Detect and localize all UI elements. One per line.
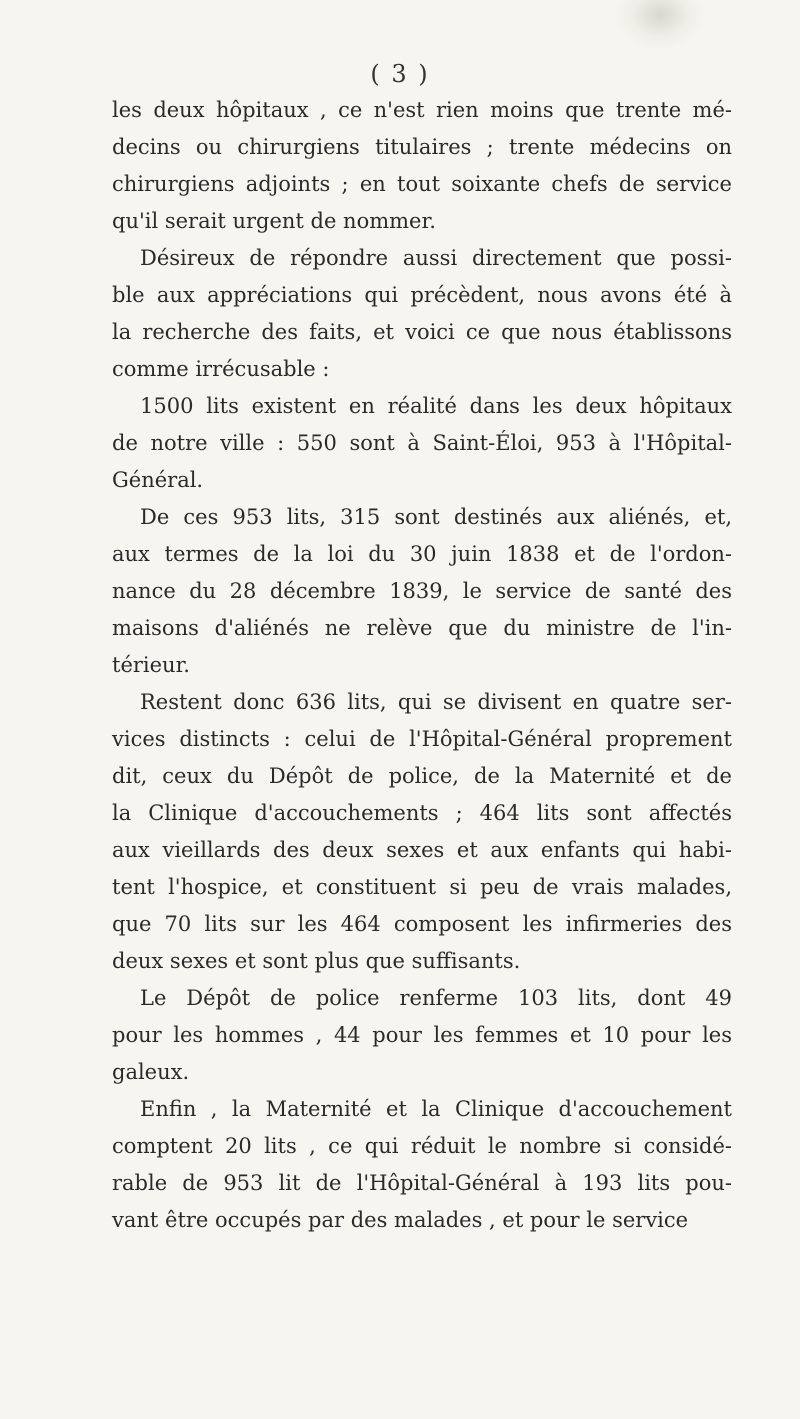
text-line: aux vieillards des deux sexes et aux enfants qui habi- bbox=[112, 838, 732, 862]
text-line: decins ou chirurgiens titulaires ; trente médecins on bbox=[112, 135, 732, 159]
text-line: que 70 lits sur les 464 composent les infirmeries des bbox=[112, 912, 732, 936]
text-line: Restent donc 636 lits, qui se divisent en quatre ser- bbox=[140, 690, 732, 714]
text-line: galeux. bbox=[112, 1060, 190, 1084]
text-line: Enfin , la Maternité et la Clinique d'accouchement bbox=[140, 1097, 732, 1121]
text-line: comme irrécusable : bbox=[112, 357, 330, 381]
text-line: qu'il serait urgent de nommer. bbox=[112, 209, 436, 233]
text-line: ble aux appréciations qui précèdent, nous avons été à bbox=[112, 283, 732, 307]
text-line: aux termes de la loi du 30 juin 1838 et de l'ordon- bbox=[112, 542, 732, 566]
text-line: deux sexes et sont plus que suffisants. bbox=[112, 949, 521, 973]
text-line: dit, ceux du Dépôt de police, de la Maternité et de bbox=[112, 764, 732, 788]
body-text bbox=[112, 92, 732, 1239]
text-line: comptent 20 lits , ce qui réduit le nombre si considé- bbox=[112, 1134, 732, 1158]
page-number: ( 3 ) bbox=[370, 60, 430, 88]
text-line: 1500 lits existent en réalité dans les deux hôpitaux bbox=[140, 394, 732, 418]
text-line: vant être occupés par des malades , et pour le service bbox=[112, 1208, 689, 1232]
text-line: Le Dépôt de police renferme 103 lits, dont 49 bbox=[140, 986, 732, 1010]
text-line: vices distincts : celui de l'Hôpital-Général proprement bbox=[112, 727, 732, 751]
text-line: pour les hommes , 44 pour les femmes et 10 pour les bbox=[112, 1023, 732, 1047]
text-line: de notre ville : 550 sont à Saint-Éloi, 953 à l'Hôpital- bbox=[112, 431, 732, 455]
ink-blot bbox=[615, 0, 705, 50]
text-line: tent l'hospice, et constituent si peu de vrais malades, bbox=[112, 875, 732, 899]
text-line: maisons d'aliénés ne relève que du ministre de l'in- bbox=[112, 616, 732, 640]
text-line: Général. bbox=[112, 468, 204, 492]
text-line: la recherche des faits, et voici ce que nous établissons bbox=[112, 320, 732, 344]
text-line: Désireux de répondre aussi directement que possi- bbox=[140, 246, 732, 270]
text-line: térieur. bbox=[112, 653, 190, 677]
text-line: rable de 953 lit de l'Hôpital-Général à 193 lits pou- bbox=[112, 1171, 732, 1195]
text-line: chirurgiens adjoints ; en tout soixante chefs de service bbox=[112, 172, 732, 196]
text-line: nance du 28 décembre 1839, le service de santé des bbox=[112, 579, 732, 603]
text-line: De ces 953 lits, 315 sont destinés aux aliénés, et, bbox=[140, 505, 732, 529]
text-line: la Clinique d'accouchements ; 464 lits sont affectés bbox=[112, 801, 732, 825]
text-line: les deux hôpitaux , ce n'est rien moins que trente mé- bbox=[112, 98, 732, 122]
